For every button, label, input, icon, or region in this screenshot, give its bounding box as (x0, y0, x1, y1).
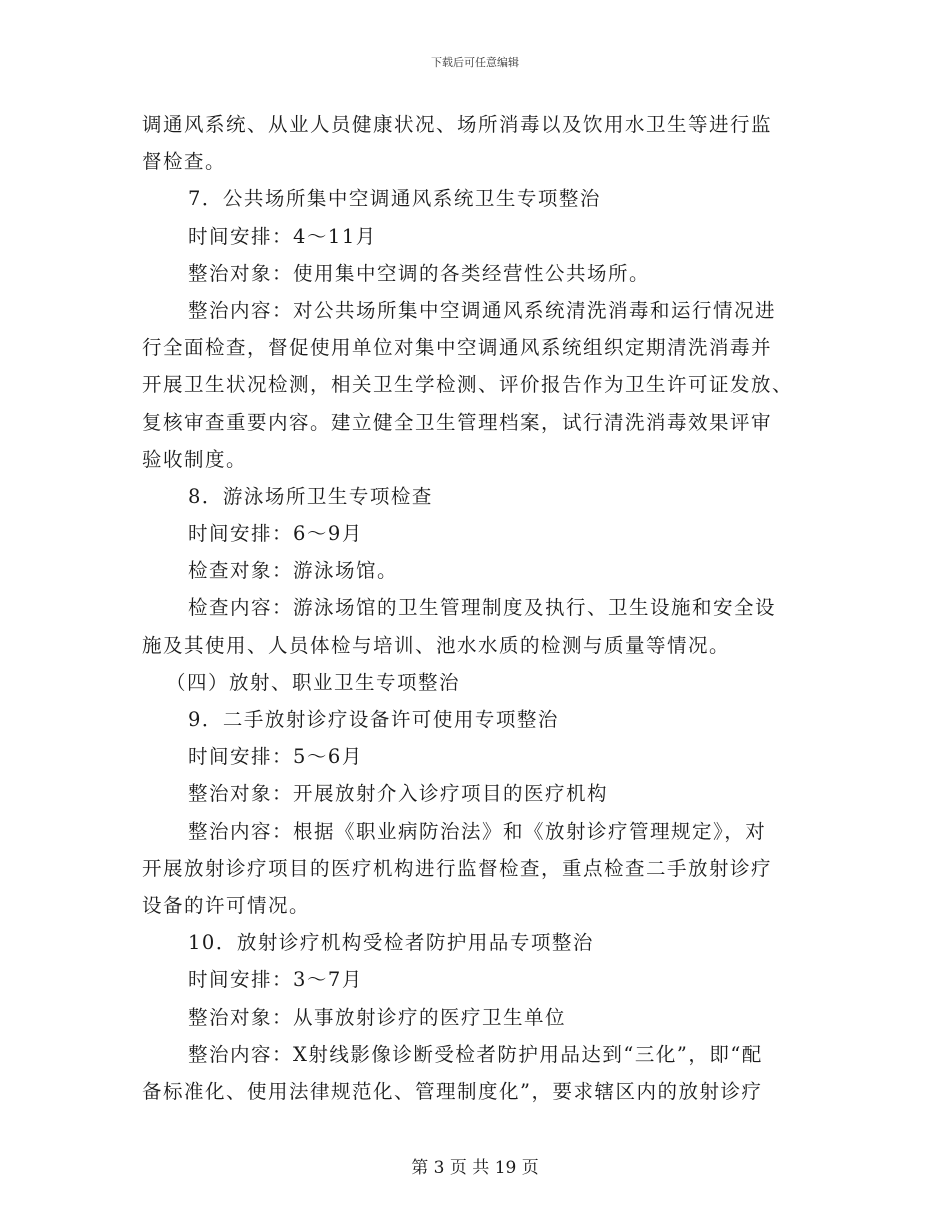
paragraph-line: 整治对象：开展放射介入诊疗项目的医疗机构 (188, 782, 609, 806)
paragraph-line: 复核审查重要内容。建立健全卫生管理档案，试行清洗消毒效果评审 (142, 410, 773, 434)
paragraph-line: 验收制度。 (142, 447, 248, 471)
paragraph-line: 备标准化、使用法律规范化、管理制度化”，要求辖区内的放射诊疗 (142, 1079, 763, 1103)
paragraph-line: 整治对象：使用集中空调的各类经营性公共场所。 (188, 261, 651, 285)
document-body (142, 106, 812, 1110)
paragraph-line: 整治内容：对公共场所集中空调通风系统清洗消毒和运行情况进 (188, 298, 777, 322)
paragraph-line: 整治内容：根据《职业病防治法》和《放射诊疗管理规定》，对 (188, 819, 767, 843)
paragraph-line: 施及其使用、人员体检与培训、池水水质的检测与质量等情况。 (142, 633, 731, 657)
paragraph-line: 时间安排：4～11月 (188, 224, 377, 248)
paragraph-line: 开展卫生状况检测，相关卫生学检测、评价报告作为卫生许可证发放、 (142, 373, 794, 397)
section-heading: 8．游泳场所卫生专项检查 (188, 484, 433, 508)
paragraph-line: 督检查。 (142, 150, 227, 174)
paragraph-line: 时间安排：3～7月 (188, 968, 363, 992)
paragraph-line: 时间安排：5～6月 (188, 745, 363, 769)
paragraph-line: 整治内容：X射线影像诊断受检者防护用品达到“三化”，即“配 (188, 1042, 763, 1066)
section-heading: 9．二手放射诊疗设备许可使用专项整治 (188, 708, 559, 731)
paragraph-line: 行全面检查，督促使用单位对集中空调通风系统组织定期清洗消毒并 (142, 336, 773, 360)
paragraph-line: 检查对象：游泳场馆。 (188, 559, 399, 583)
paragraph-line: 开展放射诊疗项目的医疗机构进行监督检查，重点检查二手放射诊疗 (142, 856, 773, 880)
section-heading: （四）放射、职业卫生专项整治 (166, 670, 461, 694)
page-footer: 第 3 页 共 19 页 (411, 1158, 539, 1178)
paragraph-line: 时间安排：6～9月 (188, 522, 363, 546)
page-header: 下载后可任意编辑 (431, 56, 519, 69)
paragraph-line: 设备的许可情况。 (142, 893, 311, 917)
paragraph-line: 检查内容：游泳场馆的卫生管理制度及执行、卫生设施和安全设 (188, 596, 777, 620)
section-heading: 10．放射诊疗机构受检者防护用品专项整治 (188, 931, 594, 955)
paragraph-line: 调通风系统、从业人员健康状况、场所消毒以及饮用水卫生等进行监 (142, 113, 773, 136)
section-heading: 7．公共场所集中空调通风系统卫生专项整治 (188, 187, 601, 211)
paragraph-line: 整治对象：从事放射诊疗的医疗卫生单位 (188, 1005, 567, 1029)
